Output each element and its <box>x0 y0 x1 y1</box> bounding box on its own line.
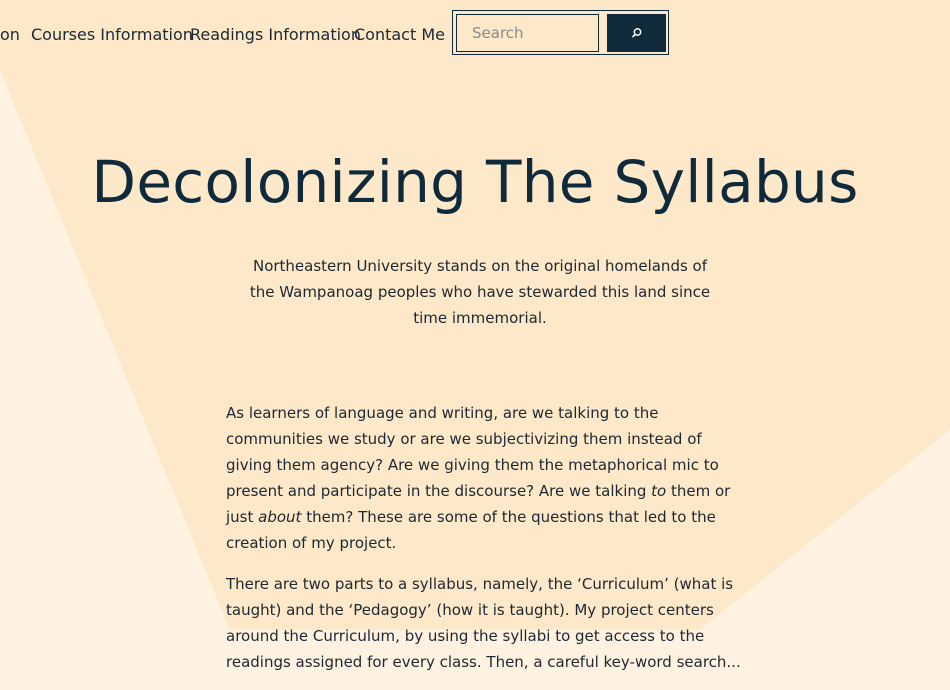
intro-paragraph: As learners of language and writing, are we talking to the communities we study or are we subjectivizing them instead of giving them agency? Are we giving them the metaphorical mic to present and participate in the discourse? Are we talking to them or just about them? These are some of the questions that led to the creation of my project. <box>226 404 731 552</box>
search-input[interactable] <box>456 14 599 52</box>
page-title: Decolonizing The Syllabus <box>91 148 859 216</box>
nav-item-readings-information[interactable]: Readings Information <box>190 25 361 44</box>
main-content <box>226 400 746 690</box>
land-acknowledgement: Northeastern University stands on the original homelands of the Wampanoag peoples who have stewarded this land since time immemorial. <box>249 257 711 327</box>
top-navigation <box>0 0 950 68</box>
search-form <box>452 10 669 55</box>
search-icon <box>630 26 644 40</box>
syllabus-paragraph: There are two parts to a syllabus, namely, the ‘Curriculum’ (what is taught) and the ‘Pedagogy’ (how it is taught). My project centers around the Curriculum, by using the syllabi to get access to the readings assigned for every class. Then, a careful key-word search... <box>226 575 741 671</box>
nav-item-contact-me[interactable]: Contact Me <box>354 25 445 44</box>
search-button[interactable] <box>607 14 666 52</box>
nav-item-truncated[interactable]: on <box>0 25 20 44</box>
nav-item-courses-information[interactable]: Courses Information <box>31 25 193 44</box>
